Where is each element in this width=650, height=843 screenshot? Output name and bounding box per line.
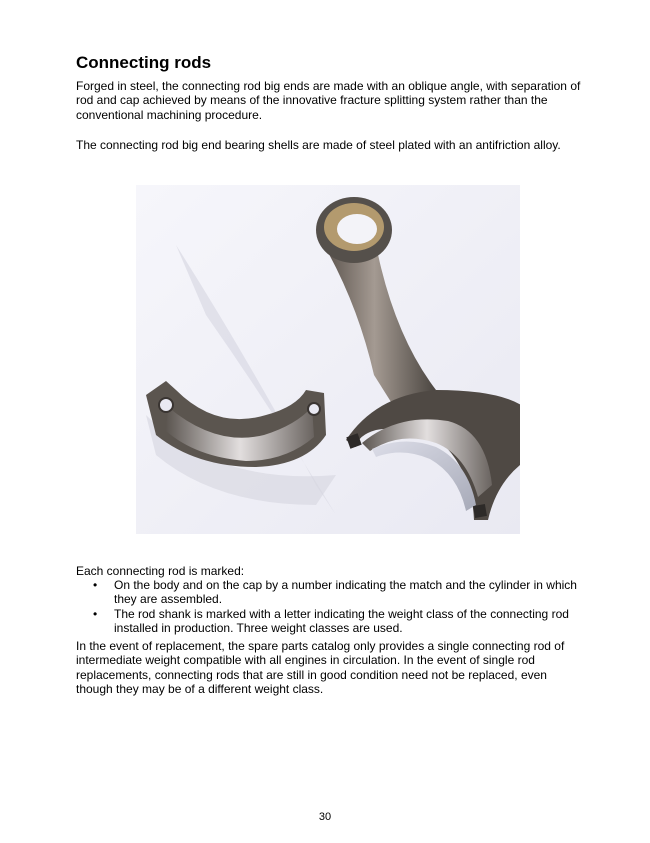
- list-item-text: On the body and on the cap by a number indicating the match and the cylinder in which they are assembled.: [114, 578, 577, 607]
- list-item: [76, 607, 586, 636]
- replacement-paragraph: In the event of replacement, the spare parts catalog only provides a single connecting rod of intermediate weight compatible with all engines in circulation. In the event of single rod replacements, connecting rods that are still in good condition need not be replaced, even though they may be of a different weight class.: [76, 639, 565, 696]
- list-item-text: The rod shank is marked with a letter indicating the weight class of the connecting rod installed in production. Three weight classes are used.: [114, 606, 569, 635]
- connecting-rod-photo: [136, 185, 520, 534]
- list-item: [76, 578, 586, 607]
- bullet-icon: •: [93, 578, 98, 592]
- intro-paragraph: Forged in steel, the connecting rod big ends are made with an oblique angle, with separation of rod and cap achieved by means of the innovative fracture splitting system rather than the conventional machining procedure.: [76, 79, 581, 122]
- marking-list: [76, 578, 586, 635]
- bearing-shells-paragraph: The connecting rod big end bearing shells are made of steel plated with an antifriction alloy.: [76, 138, 561, 152]
- page-title: Connecting rods: [76, 53, 212, 72]
- marking-intro: Each connecting rod is marked:: [76, 564, 245, 578]
- bullet-icon: •: [93, 606, 98, 621]
- page-number: 30: [318, 811, 332, 823]
